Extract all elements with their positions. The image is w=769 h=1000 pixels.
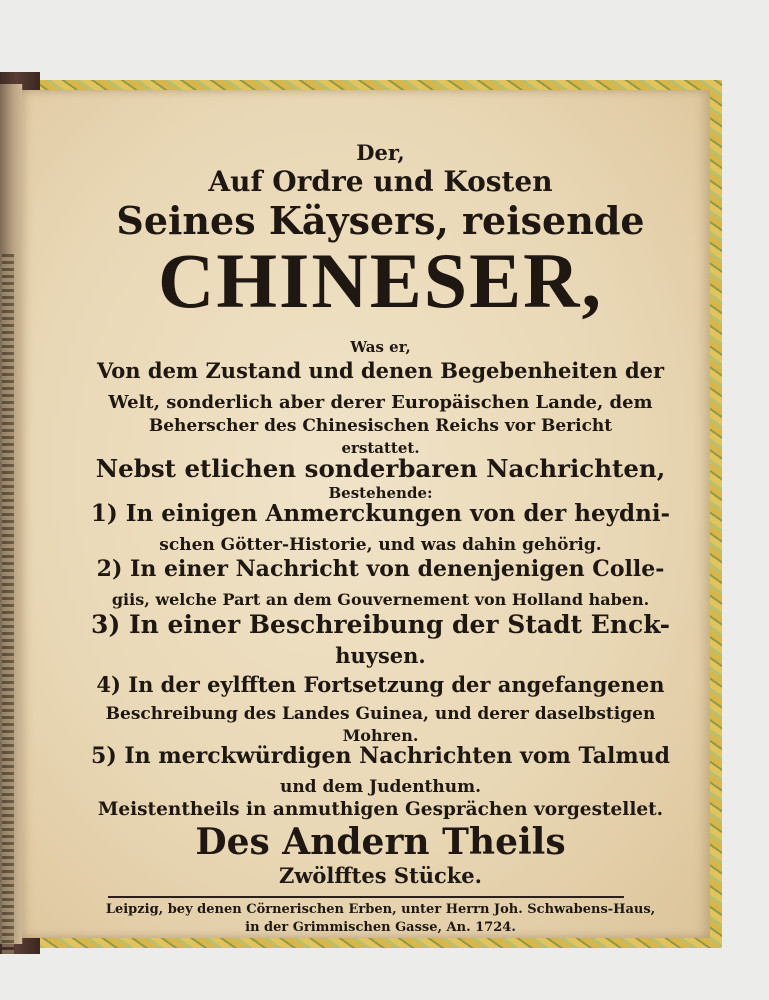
- line-nebst: Nebst etlichen sonderbaren Nachrichten,: [95, 454, 666, 483]
- item5-line1: 5) In merckwürdigen Nachrichten vom Talmud: [91, 743, 670, 769]
- imprint-line2: in der Grimmischen Gasse, An. 1724.: [245, 920, 516, 935]
- item2-line1: 2) In einer Nachricht von denenjenigen Colle-: [96, 556, 665, 582]
- item4-line3: Mohren.: [342, 726, 419, 745]
- line-der: Der,: [356, 140, 405, 165]
- item3-line2: huysen.: [335, 643, 426, 668]
- line-des-andern-theils: Des Andern Theils: [195, 821, 566, 863]
- item4-line1: 4) In der eylfften Fortsetzung der angefangenen: [96, 672, 665, 697]
- imprint-line1: Leipzig, bey denen Cörnerischen Erben, unter Herrn Joh. Schwabens-Haus,: [105, 902, 656, 917]
- item2-line2: giis, welche Part an dem Gouvernement von Holland haben.: [111, 590, 650, 609]
- imprint-rule: [108, 896, 624, 898]
- line-auf-ordre: Auf Ordre und Kosten: [208, 165, 553, 198]
- line-was-er: Was er,: [350, 338, 411, 356]
- line-erstattet: erstattet.: [341, 439, 420, 457]
- main-title: CHINESER,: [158, 237, 603, 324]
- line-meistentheils: Meistentheils in anmuthigen Gesprächen vorgestellet.: [97, 799, 664, 820]
- item1-line2: schen Götter-Historie, und was dahin gehörig.: [159, 535, 602, 555]
- line-von-dem-zustand: Von dem Zustand und denen Begebenheiten der: [96, 358, 665, 383]
- item5-line2: und dem Judenthum.: [279, 777, 482, 797]
- item4-line2: Beschreibung des Landes Guinea, und derer daselbstigen: [105, 704, 656, 724]
- line-bestehende: Bestehende:: [328, 484, 433, 502]
- line-welt: Welt, sonderlich aber derer Europäischen Lande, dem: [108, 392, 653, 413]
- line-beherscher: Beherscher des Chinesischen Reichs vor Bericht: [148, 416, 613, 436]
- item1-line1: 1) In einigen Anmerckungen von der heydni-: [90, 500, 671, 527]
- line-seines-kaysers: Seines Käysers, reisende: [116, 198, 645, 243]
- item3-line1: 3) In einer Beschreibung der Stadt Enck-: [91, 610, 670, 639]
- line-zwoelftes-stuecke: Zwölfftes Stücke.: [279, 863, 482, 888]
